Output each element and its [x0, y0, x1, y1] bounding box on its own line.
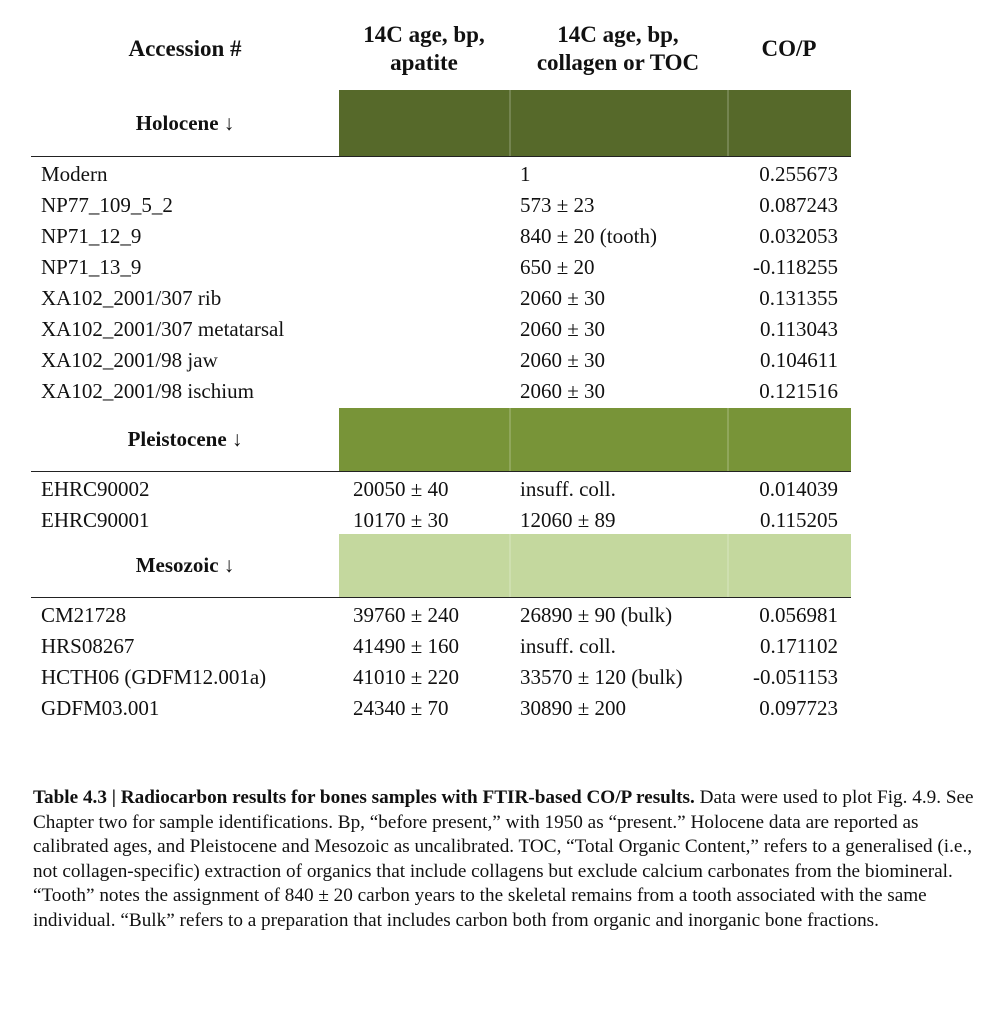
accession-cell: XA102_2001/98 jaw: [41, 348, 218, 372]
table-row: [31, 189, 851, 220]
accession-cell: Modern: [41, 162, 108, 186]
accession-cell: NP71_12_9: [41, 224, 142, 248]
table-row: [31, 692, 851, 723]
apatite-age-cell: 10170 ± 30: [353, 508, 449, 532]
apatite-age-cell: 39760 ± 240: [353, 603, 460, 627]
accession-cell: EHRC90002: [41, 477, 150, 501]
group-color-fill: [339, 90, 851, 156]
table-header: [31, 8, 851, 90]
table-row: [31, 282, 851, 313]
group-band-mesozoic: [31, 534, 851, 597]
cop-cell: 0.171102: [760, 634, 838, 658]
cop-cell: 0.104611: [760, 348, 838, 372]
table-row: [31, 251, 851, 282]
table-caption: [33, 786, 978, 934]
column-separator: [727, 90, 729, 156]
apatite-age-cell: 24340 ± 70: [353, 696, 449, 720]
cop-cell: 0.032053: [759, 224, 838, 248]
collagen-age-cell: 12060 ± 89: [520, 508, 616, 532]
table-row: [31, 504, 851, 535]
collagen-age-cell: 2060 ± 30: [520, 286, 606, 310]
accession-cell: XA102_2001/307 rib: [41, 286, 222, 310]
collagen-age-cell: 1: [520, 162, 531, 186]
group-band-pleistocene: [31, 408, 851, 471]
accession-cell: XA102_2001/98 ischium: [41, 379, 254, 403]
group-color-fill: [339, 534, 851, 597]
header-cop: CO/P: [761, 36, 817, 61]
column-separator: [727, 534, 729, 597]
collagen-age-cell: 650 ± 20: [520, 255, 595, 279]
column-separator: [727, 408, 729, 471]
accession-cell: HRS08267: [41, 634, 135, 658]
collagen-age-cell: 2060 ± 30: [520, 317, 606, 341]
cop-cell: 0.115205: [760, 508, 838, 532]
cop-cell: 0.255673: [759, 162, 838, 186]
column-separator: [509, 408, 511, 471]
table-row: [31, 599, 851, 630]
header-collagen-age-text: 14C age, bp, collagen or TOC: [536, 22, 700, 75]
accession-cell: NP71_13_9: [41, 255, 142, 279]
apatite-age-cell: 41490 ± 160: [353, 634, 460, 658]
group-label: Holocene ↓: [31, 90, 339, 156]
group-label: Pleistocene ↓: [31, 408, 339, 471]
column-separator: [509, 534, 511, 597]
rule-line: [31, 597, 851, 598]
header-collagen-age: [509, 8, 727, 90]
group-color-fill: [339, 408, 851, 471]
accession-cell: EHRC90001: [41, 508, 150, 532]
group-band-holocene: [31, 90, 851, 156]
cop-cell: 0.131355: [759, 286, 838, 310]
collagen-age-cell: 33570 ± 120 (bulk): [520, 665, 683, 689]
table-row: [31, 220, 851, 251]
apatite-age-cell: 41010 ± 220: [353, 665, 460, 689]
cop-cell: 0.087243: [759, 193, 838, 217]
cop-cell: -0.051153: [753, 665, 838, 689]
cop-cell: 0.056981: [759, 603, 838, 627]
rule-line: [31, 156, 851, 157]
cop-cell: 0.113043: [760, 317, 838, 341]
header-apatite-age-text: 14C age, bp, apatite: [363, 22, 485, 75]
header-accession: Accession #: [128, 36, 242, 61]
collagen-age-cell: 840 ± 20 (tooth): [520, 224, 657, 248]
accession-cell: GDFM03.001: [41, 696, 160, 720]
table-row: [31, 375, 851, 406]
cop-cell: -0.118255: [753, 255, 838, 279]
apatite-age-cell: 20050 ± 40: [353, 477, 449, 501]
collagen-age-cell: 2060 ± 30: [520, 379, 606, 403]
table-row: [31, 661, 851, 692]
accession-cell: CM21728: [41, 603, 127, 627]
accession-cell: XA102_2001/307 metatarsal: [41, 317, 285, 341]
table-row: [31, 630, 851, 661]
collagen-age-cell: insuff. coll.: [520, 477, 616, 501]
table-row: [31, 473, 851, 504]
group-label: Mesozoic ↓: [31, 534, 339, 597]
column-separator: [509, 90, 511, 156]
rule-line: [31, 471, 851, 472]
header-apatite-age: [339, 8, 509, 90]
cop-cell: 0.097723: [759, 696, 838, 720]
collagen-age-cell: 2060 ± 30: [520, 348, 606, 372]
caption-body: Data were used to plot Fig. 4.9. See Chapter two for sample identifications. Bp, “before present,” with 1950 as “present.” Holocene data are reported as calibrated ages, and Pleistocene and Mesozoic as uncalibrated. TOC, “Total Organic Content,” refers to a generalised (i.e., not collagen-specific) extraction of organics that include collagens but exclude calcium carbonates from the biomineral. “Tooth” notes the assignment of 840 ± 20 carbon years to the skeletal remains from a tooth associated with the same individual. “Bulk” refers to a preparation that includes carbon both from organic and inorganic bone fractions.: [33, 787, 974, 931]
caption-title: Table 4.3 | Radiocarbon results for bones samples with FTIR-based CO/P results.: [33, 787, 695, 808]
collagen-age-cell: 30890 ± 200: [520, 696, 627, 720]
cop-cell: 0.121516: [759, 379, 838, 403]
table-row: [31, 344, 851, 375]
table-row: [31, 158, 851, 189]
accession-cell: HCTH06 (GDFM12.001a): [41, 665, 267, 689]
table-row: [31, 313, 851, 344]
cop-cell: 0.014039: [759, 477, 838, 501]
collagen-age-cell: insuff. coll.: [520, 634, 616, 658]
collagen-age-cell: 26890 ± 90 (bulk): [520, 603, 673, 627]
collagen-age-cell: 573 ± 23: [520, 193, 595, 217]
accession-cell: NP77_109_5_2: [41, 193, 173, 217]
